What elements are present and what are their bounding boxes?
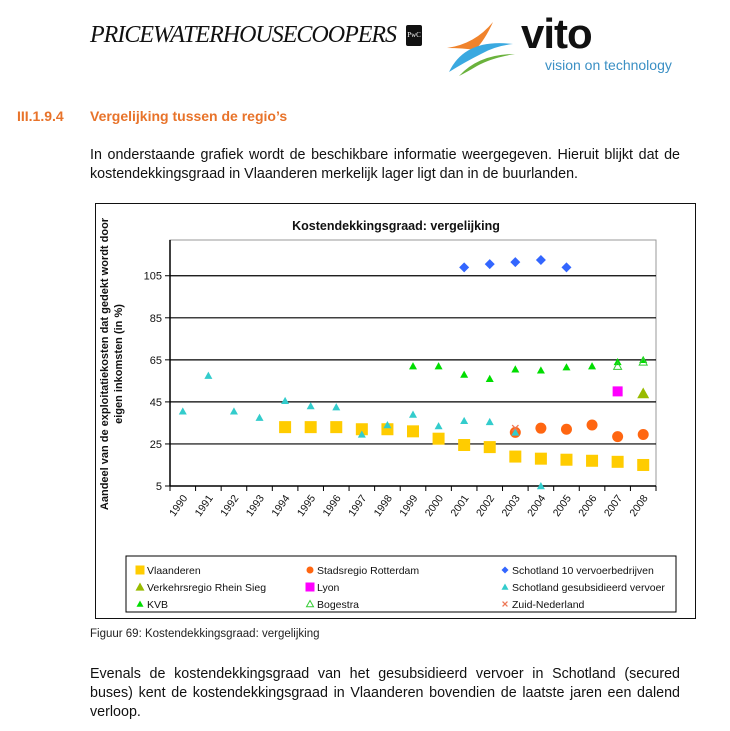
point-vlaanderen	[560, 454, 572, 466]
x-tick-label: 1999	[397, 492, 421, 519]
point-schotland-10-vervoerbedrijven	[561, 262, 571, 272]
point-vlaanderen	[279, 421, 291, 433]
y-tick-label: 45	[149, 396, 162, 409]
point-vlaanderen	[586, 455, 598, 467]
point-stadsregio-rotterdam	[638, 429, 649, 440]
x-tick-label: 2001	[448, 492, 472, 519]
point-schotland-10-vervoerbedrijven	[536, 255, 546, 265]
x-tick-label: 2000	[422, 492, 447, 519]
point-kvb	[588, 362, 596, 369]
x-tick-label: 2008	[627, 492, 651, 519]
legend-label-vlaanderen: Vlaanderen	[147, 565, 201, 577]
chart-frame	[95, 203, 696, 619]
closing-paragraph: Evenals de kostendekkingsgraad van het gesubsidieerd vervoer in Schotland (secured buses) kent de kostendekkingsgraad in Vlaanderen bovendien de laatste jaren een dalend verloop.	[90, 666, 680, 720]
point-schotland-10-vervoerbedrijven	[485, 259, 495, 269]
point-schotland-10-vervoerbedrijven	[510, 257, 520, 267]
point-schotland-10-vervoerbedrijven	[459, 262, 469, 272]
point-stadsregio-rotterdam	[535, 423, 546, 434]
x-tick-label: 1996	[320, 492, 344, 519]
point-schotland-gesubsidieerd-vervoer	[460, 417, 468, 424]
x-tick-label: 2005	[550, 492, 574, 519]
point-kvb	[409, 362, 417, 369]
y-axis-label-line2: eigen inkomsten (in %)	[113, 304, 125, 424]
point-schotland-gesubsidieerd-vervoer	[409, 411, 417, 418]
x-tick-label: 1990	[167, 492, 191, 519]
legend-label-schotland-gesubsidieerd-vervoer: Schotland gesubsidieerd vervoer	[512, 582, 665, 594]
point-kvb	[537, 366, 545, 373]
point-vlaanderen	[305, 421, 317, 433]
x-tick-label: 1997	[346, 492, 370, 519]
point-vlaanderen	[330, 421, 342, 433]
point-vlaanderen	[612, 456, 624, 468]
point-schotland-gesubsidieerd-vervoer	[281, 397, 289, 404]
legend-label-zuid-nederland: Zuid-Nederland	[512, 599, 585, 611]
point-vlaanderen	[637, 459, 649, 471]
x-tick-label: 2002	[473, 492, 498, 519]
legend-marker-vlaanderen	[136, 566, 145, 575]
legend-label-lyon: Lyon	[317, 582, 340, 594]
x-tick-label: 2006	[576, 492, 600, 519]
legend-label-schotland-10-vervoerbedrijven: Schotland 10 vervoerbedrijven	[512, 565, 654, 577]
point-vlaanderen	[484, 441, 496, 453]
point-vlaanderen	[535, 453, 547, 465]
point-schotland-gesubsidieerd-vervoer	[435, 422, 443, 429]
x-tick-label: 2004	[525, 492, 549, 519]
point-stadsregio-rotterdam	[561, 424, 572, 435]
legend-marker-lyon	[306, 583, 315, 592]
x-tick-label: 2007	[601, 492, 626, 519]
point-schotland-gesubsidieerd-vervoer	[204, 372, 212, 379]
chart-title: Kostendekkingsgraad: vergelijking	[292, 219, 500, 233]
vito-wordmark: vito	[521, 10, 592, 57]
point-kvb	[435, 362, 443, 369]
point-schotland-gesubsidieerd-vervoer	[230, 407, 238, 414]
pwc-mark-icon: PwC	[406, 25, 422, 46]
point-vlaanderen	[509, 451, 521, 463]
point-kvb	[511, 365, 519, 372]
vito-swoosh-icon	[445, 18, 525, 78]
y-tick-label: 105	[143, 270, 162, 283]
point-verkehrsregio-rhein-sieg	[637, 387, 649, 398]
point-kvb	[562, 363, 570, 370]
point-schotland-gesubsidieerd-vervoer	[256, 414, 264, 421]
x-tick-label: 1995	[294, 492, 319, 519]
y-axis-label: Aandeel van de exploitatiekosten dat gedekt wordt door	[99, 217, 111, 511]
section-number: III.1.9.4	[17, 108, 64, 124]
y-tick-label: 65	[149, 354, 162, 367]
point-schotland-gesubsidieerd-vervoer	[307, 402, 315, 409]
legend-marker-stadsregio-rotterdam	[307, 567, 314, 574]
point-vlaanderen	[458, 439, 470, 451]
y-tick-label: 5	[155, 481, 162, 493]
point-stadsregio-rotterdam	[612, 431, 623, 442]
x-tick-label: 1994	[269, 492, 293, 519]
y-tick-label: 25	[149, 438, 162, 451]
vito-logo	[445, 10, 685, 84]
point-schotland-gesubsidieerd-vervoer	[332, 403, 340, 410]
legend-label-verkehrsregio-rhein-sieg: Verkehrsregio Rhein Sieg	[147, 582, 267, 594]
pwc-logo: PRICEWATERHOUSECOOPERS	[90, 22, 397, 48]
point-lyon	[613, 386, 623, 396]
y-tick-label: 85	[149, 312, 162, 325]
x-tick-label: 1993	[243, 492, 267, 519]
x-tick-label: 1991	[192, 492, 216, 519]
point-vlaanderen	[433, 433, 445, 445]
pwc-logo-group	[90, 22, 422, 49]
x-tick-label: 1992	[218, 492, 242, 519]
point-kvb	[460, 371, 468, 378]
point-stadsregio-rotterdam	[587, 420, 598, 431]
intro-paragraph: In onderstaande grafiek wordt de beschikbare informatie weergegeven. Hieruit blijkt dat de kostendekkingsgraad in Vlaanderen merkelijk lager ligt dan in de buurlanden.	[90, 147, 680, 182]
scatter-chart	[96, 204, 694, 617]
legend-label-kvb: KVB	[147, 599, 169, 611]
section-title: Vergelijking tussen de regio’s	[90, 108, 288, 124]
point-schotland-gesubsidieerd-vervoer	[486, 418, 494, 425]
x-tick-label: 2003	[499, 492, 523, 519]
figure-caption: Figuur 69: Kostendekkingsgraad: vergelijking	[90, 628, 320, 640]
legend-label-bogestra: Bogestra	[317, 599, 360, 611]
vito-tagline: vision on technology	[545, 57, 672, 73]
x-tick-label: 1998	[371, 492, 395, 519]
legend-label-stadsregio-rotterdam: Stadsregio Rotterdam	[317, 565, 420, 577]
point-kvb	[486, 375, 494, 382]
point-schotland-gesubsidieerd-vervoer	[179, 407, 187, 414]
point-vlaanderen	[407, 425, 419, 437]
